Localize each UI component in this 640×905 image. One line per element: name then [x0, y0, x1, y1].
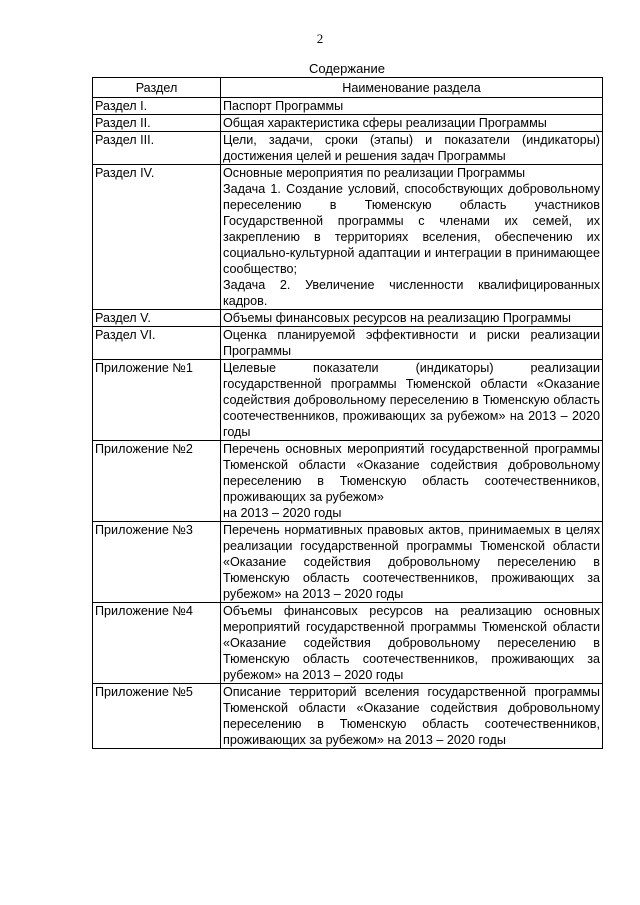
section-cell: Раздел II.	[93, 115, 221, 132]
table-row	[93, 165, 603, 310]
section-name-text: Общая характеристика сферы реализации Программы	[223, 116, 547, 130]
page-title: Содержание	[309, 61, 385, 76]
section-name-cell	[221, 98, 603, 115]
column-header-section: Раздел	[93, 78, 221, 98]
section-cell: Раздел I.	[93, 98, 221, 115]
section-cell: Приложение №4	[93, 603, 221, 684]
section-name-cell	[221, 165, 603, 310]
section-name-cell	[221, 132, 603, 165]
table-row	[93, 522, 603, 603]
section-name-text: на 2013 – 2020 годы	[223, 506, 342, 520]
section-name-text: Основные мероприятия по реализации Программы	[223, 166, 526, 180]
section-name-cell	[221, 327, 603, 360]
table-row	[93, 360, 603, 441]
page-number: 2	[316, 31, 324, 46]
section-cell: Приложение №2	[93, 441, 221, 522]
table-body	[93, 98, 603, 749]
table-row	[93, 603, 603, 684]
section-name-cell	[221, 603, 603, 684]
table-row	[93, 684, 603, 749]
section-cell: Приложение №1	[93, 360, 221, 441]
table-row	[93, 115, 603, 132]
section-name-text: Перечень основных мероприятий государственной программы Тюменской области «Оказание содействия добровольному переселению в Тюменскую область соотечественников, проживающих за рубежом»	[223, 442, 600, 504]
section-cell: Приложение №5	[93, 684, 221, 749]
section-name-cell	[221, 310, 603, 327]
section-name-cell	[221, 360, 603, 441]
section-name-cell	[221, 115, 603, 132]
section-name-cell	[221, 441, 603, 522]
section-cell: Приложение №3	[93, 522, 221, 603]
section-cell: Раздел V.	[93, 310, 221, 327]
section-name-text: Цели, задачи, сроки (этапы) и показатели (индикаторы) достижения целей и решения задач Программы	[223, 133, 600, 163]
section-name-text: Задача 2. Увеличение численности квалифицированных кадров.	[223, 278, 600, 308]
column-header-name: Наименование раздела	[221, 78, 603, 98]
table-header-row	[93, 78, 603, 98]
table-row	[93, 98, 603, 115]
section-cell: Раздел IV.	[93, 165, 221, 310]
section-cell: Раздел VI.	[93, 327, 221, 360]
table-row	[93, 441, 603, 522]
section-name-text: Оценка планируемой эффективности и риски реализации Программы	[223, 328, 600, 358]
section-name-cell	[221, 684, 603, 749]
table-row	[93, 310, 603, 327]
section-cell: Раздел III.	[93, 132, 221, 165]
section-name-text: Описание территорий вселения государственной программы Тюменской области «Оказание содействия добровольному переселению в Тюменскую область соотечественников, проживающих за рубежом» на 2013 – 2020 годы	[223, 685, 600, 747]
section-name-text: Целевые показатели (индикаторы) реализации государственной программы Тюменской области «Оказание содействия добровольному переселению в Тюменскую область соотечественников, проживающих за рубежом» на 2013 – 2020 годы	[223, 361, 600, 439]
contents-table	[92, 77, 603, 749]
section-name-text: Паспорт Программы	[223, 99, 344, 113]
section-name-cell	[221, 522, 603, 603]
section-name-text: Задача 1. Создание условий, способствующих добровольному переселению в Тюменскую область участников Государственной программы с членами их семей, их закреплению в территориях вселения, обеспечению их социально-культурной адаптации и интеграции в принимающее сообщество;	[223, 182, 600, 276]
table-row	[93, 132, 603, 165]
section-name-text: Объемы финансовых ресурсов на реализацию Программы	[223, 311, 571, 325]
section-name-text: Объемы финансовых ресурсов на реализацию основных мероприятий государственной программы Тюменской области «Оказание содействия добровольному переселению в Тюменскую область соотечественников, проживающих за рубежом» на 2013 – 2020 годы	[223, 604, 600, 682]
table-row	[93, 327, 603, 360]
section-name-text: Перечень нормативных правовых актов, принимаемых в целях реализации государственной программы Тюменской области «Оказание содействия добровольному переселению в Тюменскую область соотечественников, проживающих за рубежом» на 2013 – 2020 годы	[223, 523, 600, 601]
